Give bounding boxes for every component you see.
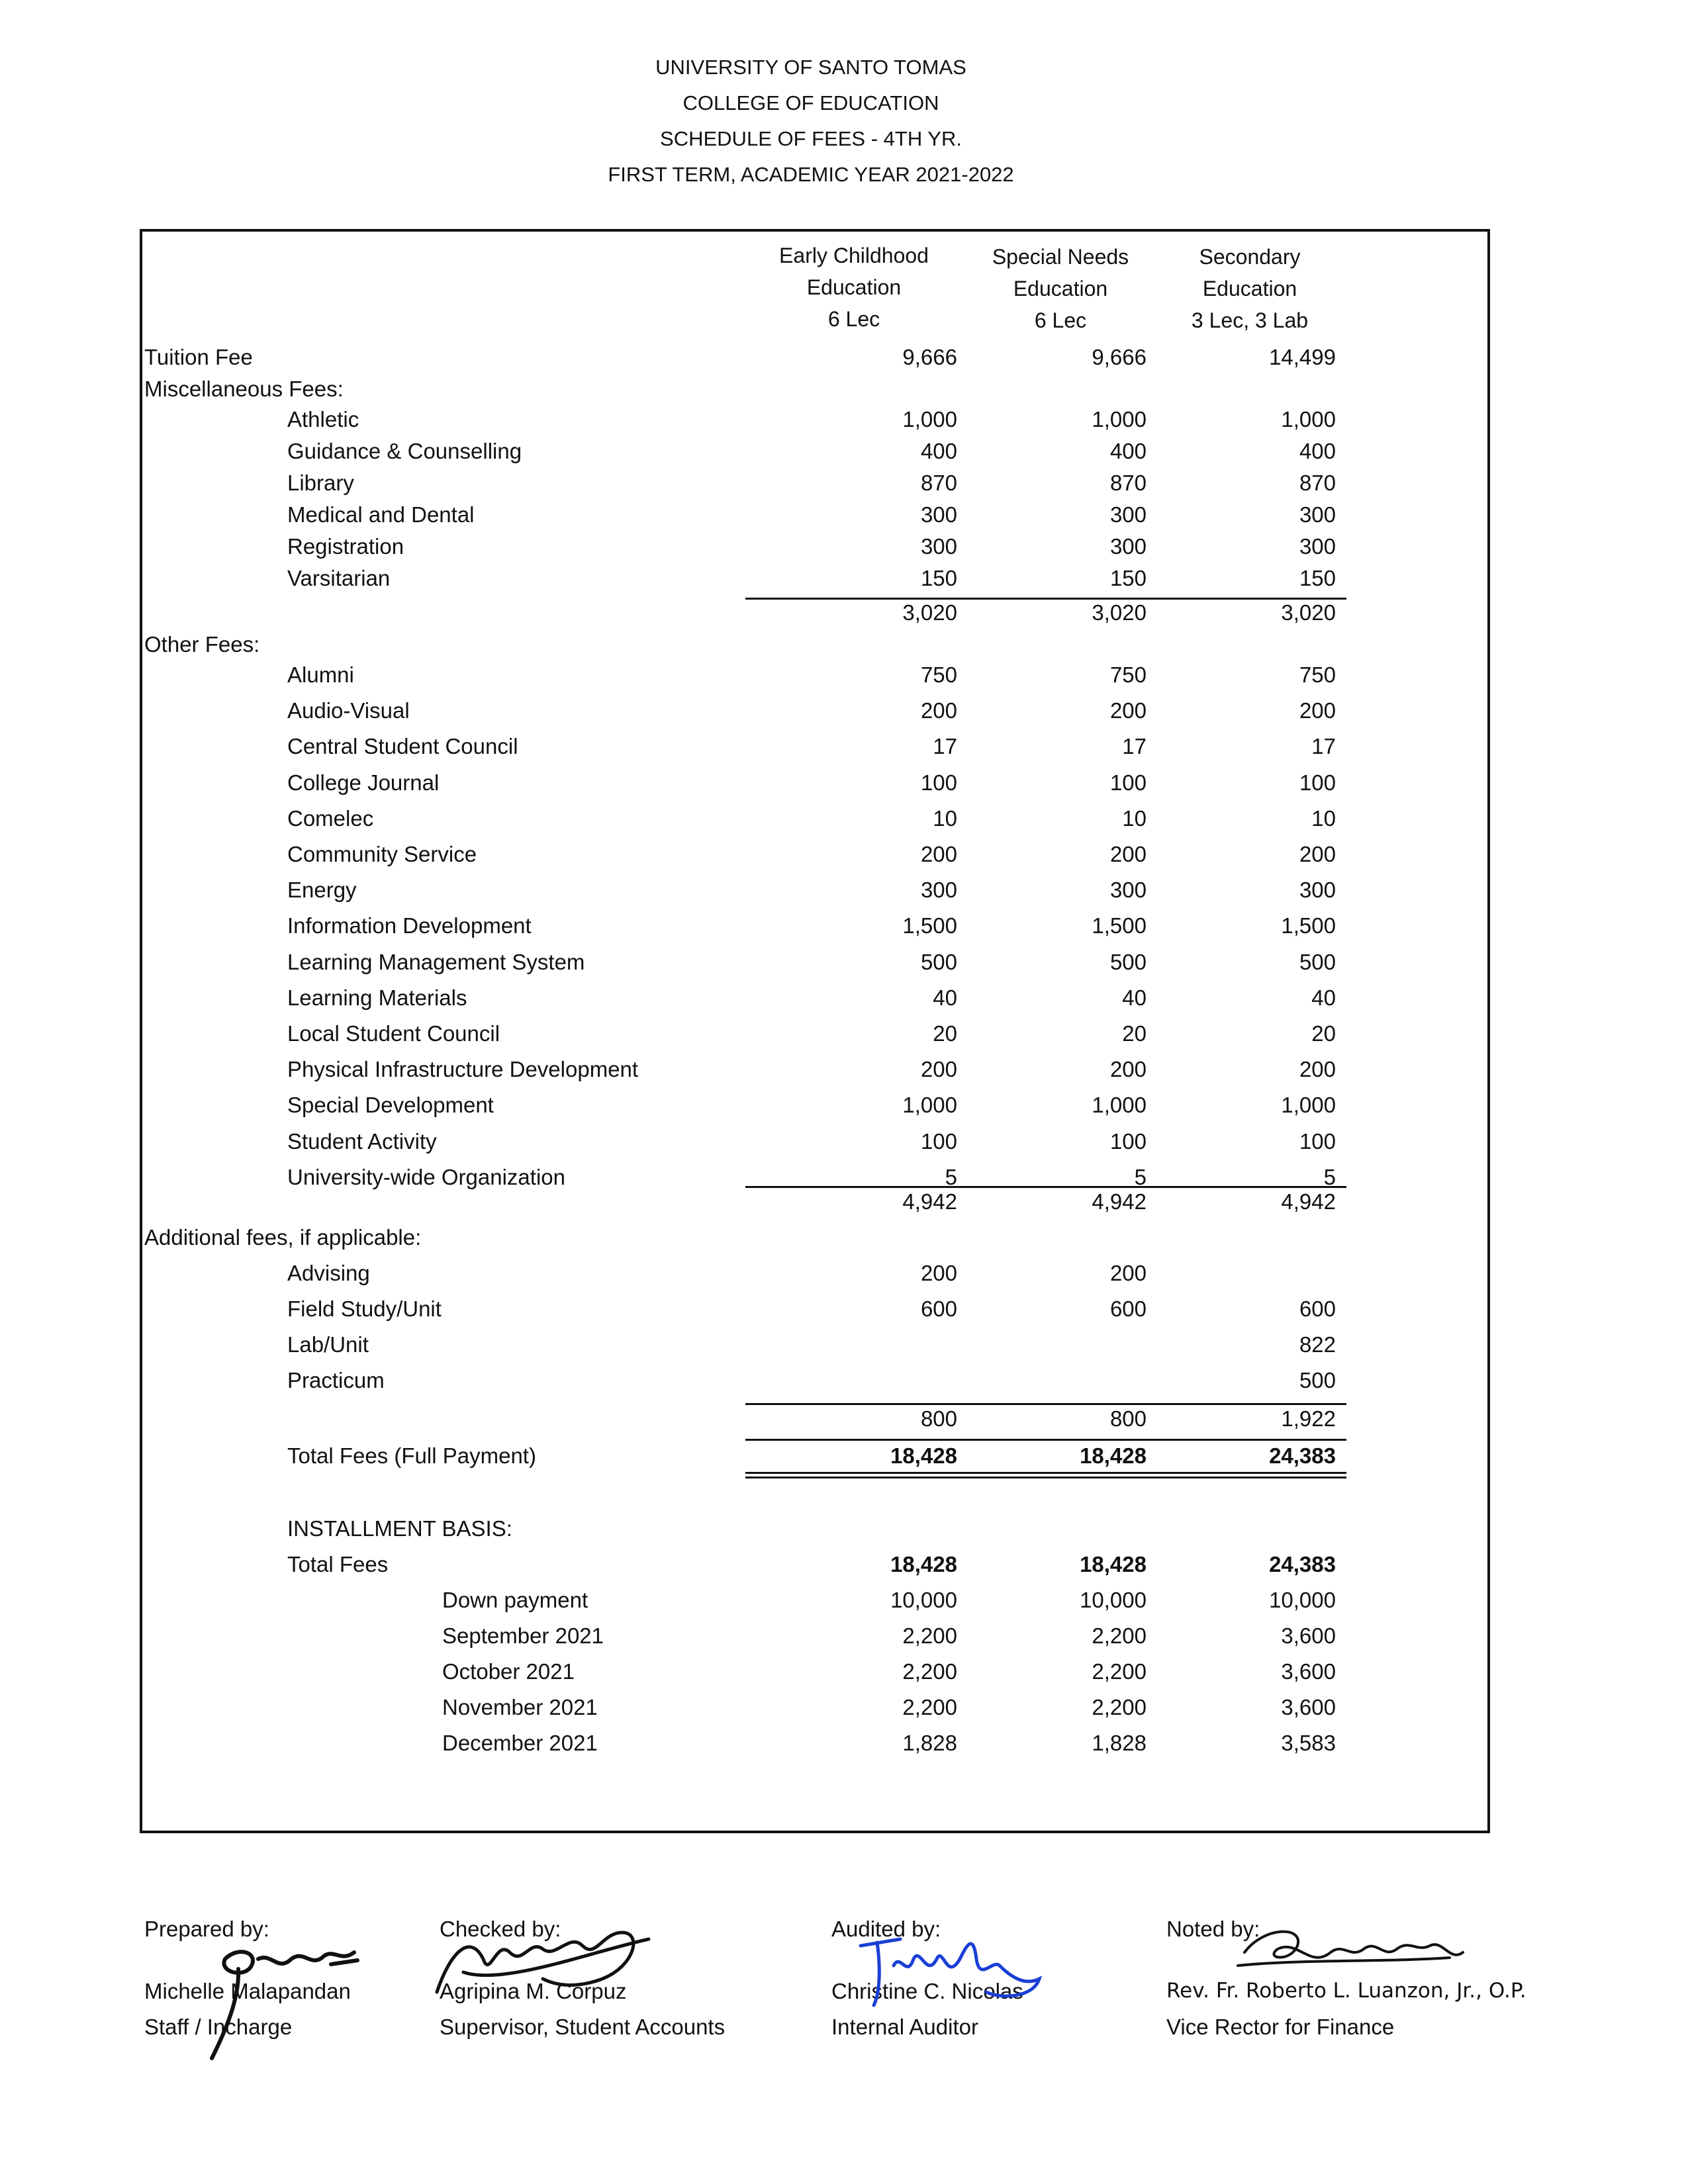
fee-row-label: Special Development xyxy=(287,1093,494,1118)
fee-row-value: 400 xyxy=(920,439,957,463)
checked-by-name: Agripina M. Corpuz xyxy=(440,1979,627,2003)
fee-row-value: 10 xyxy=(1122,805,1147,831)
total-full-bottom-rule xyxy=(745,1472,1346,1474)
other-fees-heading: Other Fees: xyxy=(144,632,260,657)
fee-row-value: 10,000 xyxy=(1269,1588,1336,1612)
fee-row-value: 300 xyxy=(1109,502,1147,527)
fee-row-value: 40 xyxy=(933,985,957,1010)
fee-row-value: 100 xyxy=(920,770,957,795)
fee-row-label: Alumni xyxy=(287,662,354,687)
fee-row-label: University-wide Organization xyxy=(287,1164,565,1189)
fee-row-value: 17 xyxy=(1122,734,1147,759)
fee-row-value: 10 xyxy=(933,805,957,831)
fee-row-value: 17 xyxy=(933,734,957,759)
fee-row-value: 822 xyxy=(1299,1332,1336,1357)
fee-row-value: 2,200 xyxy=(902,1659,957,1684)
fee-row-value: 1,000 xyxy=(902,407,957,432)
fee-row-value: 40 xyxy=(1311,985,1336,1010)
fee-row-value: 1,000 xyxy=(1281,407,1336,432)
fee-row-value: 200 xyxy=(920,1057,957,1082)
tuition-fee-value: 9,666 xyxy=(902,345,957,369)
installment-total-value: 18,428 xyxy=(1080,1552,1147,1576)
fee-row-value: 40 xyxy=(1122,985,1147,1010)
other-subtotal-value: 4,942 xyxy=(902,1189,957,1214)
column-header-line: Education xyxy=(1202,277,1297,300)
fee-row-value: 200 xyxy=(1299,698,1336,723)
checked-by-label: Checked by: xyxy=(440,1917,561,1941)
tuition-fee-value: 9,666 xyxy=(1092,345,1147,369)
prepared-by-label: Prepared by: xyxy=(144,1917,269,1941)
header-schedule: SCHEDULE OF FEES - 4TH YR. xyxy=(660,127,962,150)
fee-row-value: 750 xyxy=(920,662,957,687)
audited-by-label: Audited by: xyxy=(831,1917,941,1941)
fee-row-value: 1,500 xyxy=(1092,913,1147,938)
additional-subtotal-rule xyxy=(745,1403,1346,1405)
fee-row-value: 200 xyxy=(1299,1057,1336,1082)
fee-row-label: October 2021 xyxy=(442,1659,575,1684)
installment-total-value: 24,383 xyxy=(1269,1552,1336,1576)
noted-by-label: Noted by: xyxy=(1166,1917,1260,1941)
column-header-secondary xyxy=(1150,241,1349,336)
fee-row-value: 2,200 xyxy=(1092,1659,1147,1684)
fee-row-label: Local Student Council xyxy=(287,1021,500,1046)
fee-row-value: 150 xyxy=(1299,566,1336,590)
fee-row-value: 500 xyxy=(920,949,957,974)
fee-row-label: Down payment xyxy=(442,1588,588,1612)
fee-row-label: November 2021 xyxy=(442,1695,598,1719)
header-term: FIRST TERM, ACADEMIC YEAR 2021-2022 xyxy=(608,163,1014,186)
fee-row-label: Student Activity xyxy=(287,1128,437,1154)
audited-by-name: Christine C. Nicolas xyxy=(831,1979,1023,2003)
fee-row-value: 150 xyxy=(920,566,957,590)
fee-row-value: 1,828 xyxy=(1092,1731,1147,1755)
column-header-line: 6 Lec xyxy=(1034,308,1087,332)
fee-row-value: 2,200 xyxy=(1092,1623,1147,1648)
fee-row-value: 1,500 xyxy=(1281,913,1336,938)
fee-row-value: 200 xyxy=(1109,1261,1147,1285)
fee-row-value: 750 xyxy=(1299,662,1336,687)
fee-row-value: 5 xyxy=(1134,1164,1147,1189)
prepared-by-name: Michelle Malapandan xyxy=(144,1979,351,2003)
fee-row-value: 300 xyxy=(920,878,957,903)
fee-row-value: 20 xyxy=(933,1021,957,1046)
misc-fees-heading: Miscellaneous Fees: xyxy=(144,377,344,401)
fee-row-value: 500 xyxy=(1299,949,1336,974)
misc-subtotal-value: 3,020 xyxy=(1281,600,1336,625)
fee-row-label: Learning Materials xyxy=(287,985,467,1010)
fee-row-value: 300 xyxy=(1299,878,1336,903)
noted-by-name: Rev. Fr. Roberto L. Luanzon, Jr., O.P. xyxy=(1166,1979,1526,2003)
fee-row-label: Varsitarian xyxy=(287,566,391,590)
additional-subtotal-value: 800 xyxy=(920,1406,957,1431)
total-full-label: Total Fees (Full Payment) xyxy=(287,1443,536,1468)
installment-total-label: Total Fees xyxy=(287,1552,389,1576)
fee-row-value: 600 xyxy=(1109,1297,1147,1321)
fee-row-value: 150 xyxy=(1109,566,1147,590)
fee-row-value: 1,000 xyxy=(1092,407,1147,432)
additional-subtotal-value: 1,922 xyxy=(1281,1406,1336,1431)
fee-row-label: Field Study/Unit xyxy=(287,1297,442,1321)
other-subtotal-value: 4,942 xyxy=(1092,1189,1147,1214)
fee-row-value: 1,000 xyxy=(1092,1093,1147,1118)
total-full-value: 18,428 xyxy=(890,1443,957,1468)
fee-row-value: 5 xyxy=(945,1164,957,1189)
fee-row-label: Community Service xyxy=(287,842,477,866)
fee-row-label: September 2021 xyxy=(442,1623,604,1648)
fee-row-value: 100 xyxy=(920,1128,957,1154)
fee-row-value: 300 xyxy=(1109,878,1147,903)
fee-row-label: Guidance & Counselling xyxy=(287,439,522,463)
column-header-line: Special Needs xyxy=(992,245,1129,269)
fee-row-value: 100 xyxy=(1109,770,1147,795)
fee-row-value: 1,500 xyxy=(902,913,957,938)
fee-row-value: 10,000 xyxy=(1080,1588,1147,1612)
fee-row-value: 100 xyxy=(1299,770,1336,795)
fee-row-label: Advising xyxy=(287,1261,370,1285)
prepared-by-title: Staff / Incharge xyxy=(144,2015,293,2039)
fee-row-value: 600 xyxy=(920,1297,957,1321)
fee-row-value: 1,000 xyxy=(1281,1093,1336,1118)
signature-prepared-by xyxy=(199,1933,371,2065)
fee-row-value: 400 xyxy=(1109,439,1147,463)
fee-row-value: 200 xyxy=(1109,842,1147,866)
fee-row-value: 500 xyxy=(1109,949,1147,974)
fee-row-value: 20 xyxy=(1122,1021,1147,1046)
fee-row-label: Practicum xyxy=(287,1368,385,1392)
fee-row-value: 10,000 xyxy=(890,1588,957,1612)
total-full-top-rule xyxy=(745,1439,1346,1441)
fee-row-value: 870 xyxy=(920,471,957,495)
fee-row-value: 2,200 xyxy=(1092,1695,1147,1719)
fee-row-label: Registration xyxy=(287,534,404,559)
fee-row-value: 200 xyxy=(920,842,957,866)
fee-row-value: 100 xyxy=(1109,1128,1147,1154)
fee-row-label: Audio-Visual xyxy=(287,698,410,723)
signature-noted-by xyxy=(1225,1913,1476,1985)
fee-row-value: 3,583 xyxy=(1281,1731,1336,1755)
tuition-fee-label: Tuition Fee xyxy=(144,345,253,369)
other-subtotal-value: 4,942 xyxy=(1281,1189,1336,1214)
fee-row-label: Lab/Unit xyxy=(287,1332,369,1357)
column-header-line: Secondary xyxy=(1199,245,1301,269)
fee-row-value: 17 xyxy=(1311,734,1336,759)
fee-row-label: Central Student Council xyxy=(287,734,518,759)
fee-row-value: 200 xyxy=(1109,698,1147,723)
header-college: COLLEGE OF EDUCATION xyxy=(682,91,939,114)
fee-row-value: 300 xyxy=(1299,534,1336,559)
fee-row-value: 200 xyxy=(1109,1057,1147,1082)
fee-row-value: 600 xyxy=(1299,1297,1336,1321)
misc-subtotal-value: 3,020 xyxy=(902,600,957,625)
fee-row-value: 750 xyxy=(1109,662,1147,687)
fee-row-value: 500 xyxy=(1299,1368,1336,1392)
fee-row-value: 3,600 xyxy=(1281,1659,1336,1684)
column-header-line: 3 Lec, 3 Lab xyxy=(1191,308,1309,332)
installment-heading: INSTALLMENT BASIS: xyxy=(287,1516,512,1541)
fee-row-label: Information Development xyxy=(287,913,532,938)
fee-row-label: Athletic xyxy=(287,407,359,432)
header-university: UNIVERSITY OF SANTO TOMAS xyxy=(655,56,966,79)
fee-row-value: 10 xyxy=(1311,805,1336,831)
fee-row-label: College Journal xyxy=(287,770,440,795)
column-header-line: 6 Lec xyxy=(827,307,880,331)
total-full-value: 24,383 xyxy=(1269,1443,1336,1468)
fee-row-value: 2,200 xyxy=(902,1623,957,1648)
noted-by-title: Vice Rector for Finance xyxy=(1166,2015,1395,2039)
fee-row-value: 300 xyxy=(920,534,957,559)
other-subtotal-rule xyxy=(745,1186,1346,1188)
fee-row-label: Energy xyxy=(287,878,357,903)
fee-row-value: 3,600 xyxy=(1281,1695,1336,1719)
column-header-line: Education xyxy=(1013,277,1108,300)
total-full-value: 18,428 xyxy=(1080,1443,1147,1468)
fee-row-value: 870 xyxy=(1299,471,1336,495)
column-header-special-needs xyxy=(961,241,1160,336)
fee-row-value: 100 xyxy=(1299,1128,1336,1154)
fee-row-value: 870 xyxy=(1109,471,1147,495)
checked-by-title: Supervisor, Student Accounts xyxy=(440,2015,726,2039)
fee-row-value: 300 xyxy=(1299,502,1336,527)
column-header-line: Early Childhood xyxy=(779,244,929,267)
fee-row-value: 20 xyxy=(1311,1021,1336,1046)
fee-row-value: 1,000 xyxy=(902,1093,957,1118)
fee-row-value: 200 xyxy=(920,1261,957,1285)
fee-row-value: 5 xyxy=(1323,1164,1336,1189)
fee-row-value: 2,200 xyxy=(902,1695,957,1719)
fee-row-label: Medical and Dental xyxy=(287,502,475,527)
additional-subtotal-value: 800 xyxy=(1109,1406,1147,1431)
column-header-line: Education xyxy=(806,275,902,299)
column-header-early-childhood xyxy=(755,240,953,335)
fee-row-value: 3,600 xyxy=(1281,1623,1336,1648)
fee-row-label: Library xyxy=(287,471,354,495)
fee-row-value: 200 xyxy=(1299,842,1336,866)
audited-by-title: Internal Auditor xyxy=(831,2015,978,2039)
fee-row-value: 200 xyxy=(920,698,957,723)
fee-row-value: 300 xyxy=(920,502,957,527)
fee-row-label: Comelec xyxy=(287,805,374,831)
signature-audited-by xyxy=(854,1919,1046,2019)
signature-checked-by xyxy=(424,1913,662,2012)
fee-row-label: Learning Management System xyxy=(287,949,585,974)
fee-row-label: Physical Infrastructure Development xyxy=(287,1057,639,1082)
fee-row-value: 1,828 xyxy=(902,1731,957,1755)
fee-row-label: December 2021 xyxy=(442,1731,598,1755)
fee-row-value: 300 xyxy=(1109,534,1147,559)
additional-fees-heading: Additional fees, if applicable: xyxy=(144,1225,422,1250)
total-full-double-rule xyxy=(745,1477,1346,1479)
misc-subtotal-value: 3,020 xyxy=(1092,600,1147,625)
installment-total-value: 18,428 xyxy=(890,1552,957,1576)
fee-row-value: 400 xyxy=(1299,439,1336,463)
tuition-fee-value: 14,499 xyxy=(1269,345,1336,369)
